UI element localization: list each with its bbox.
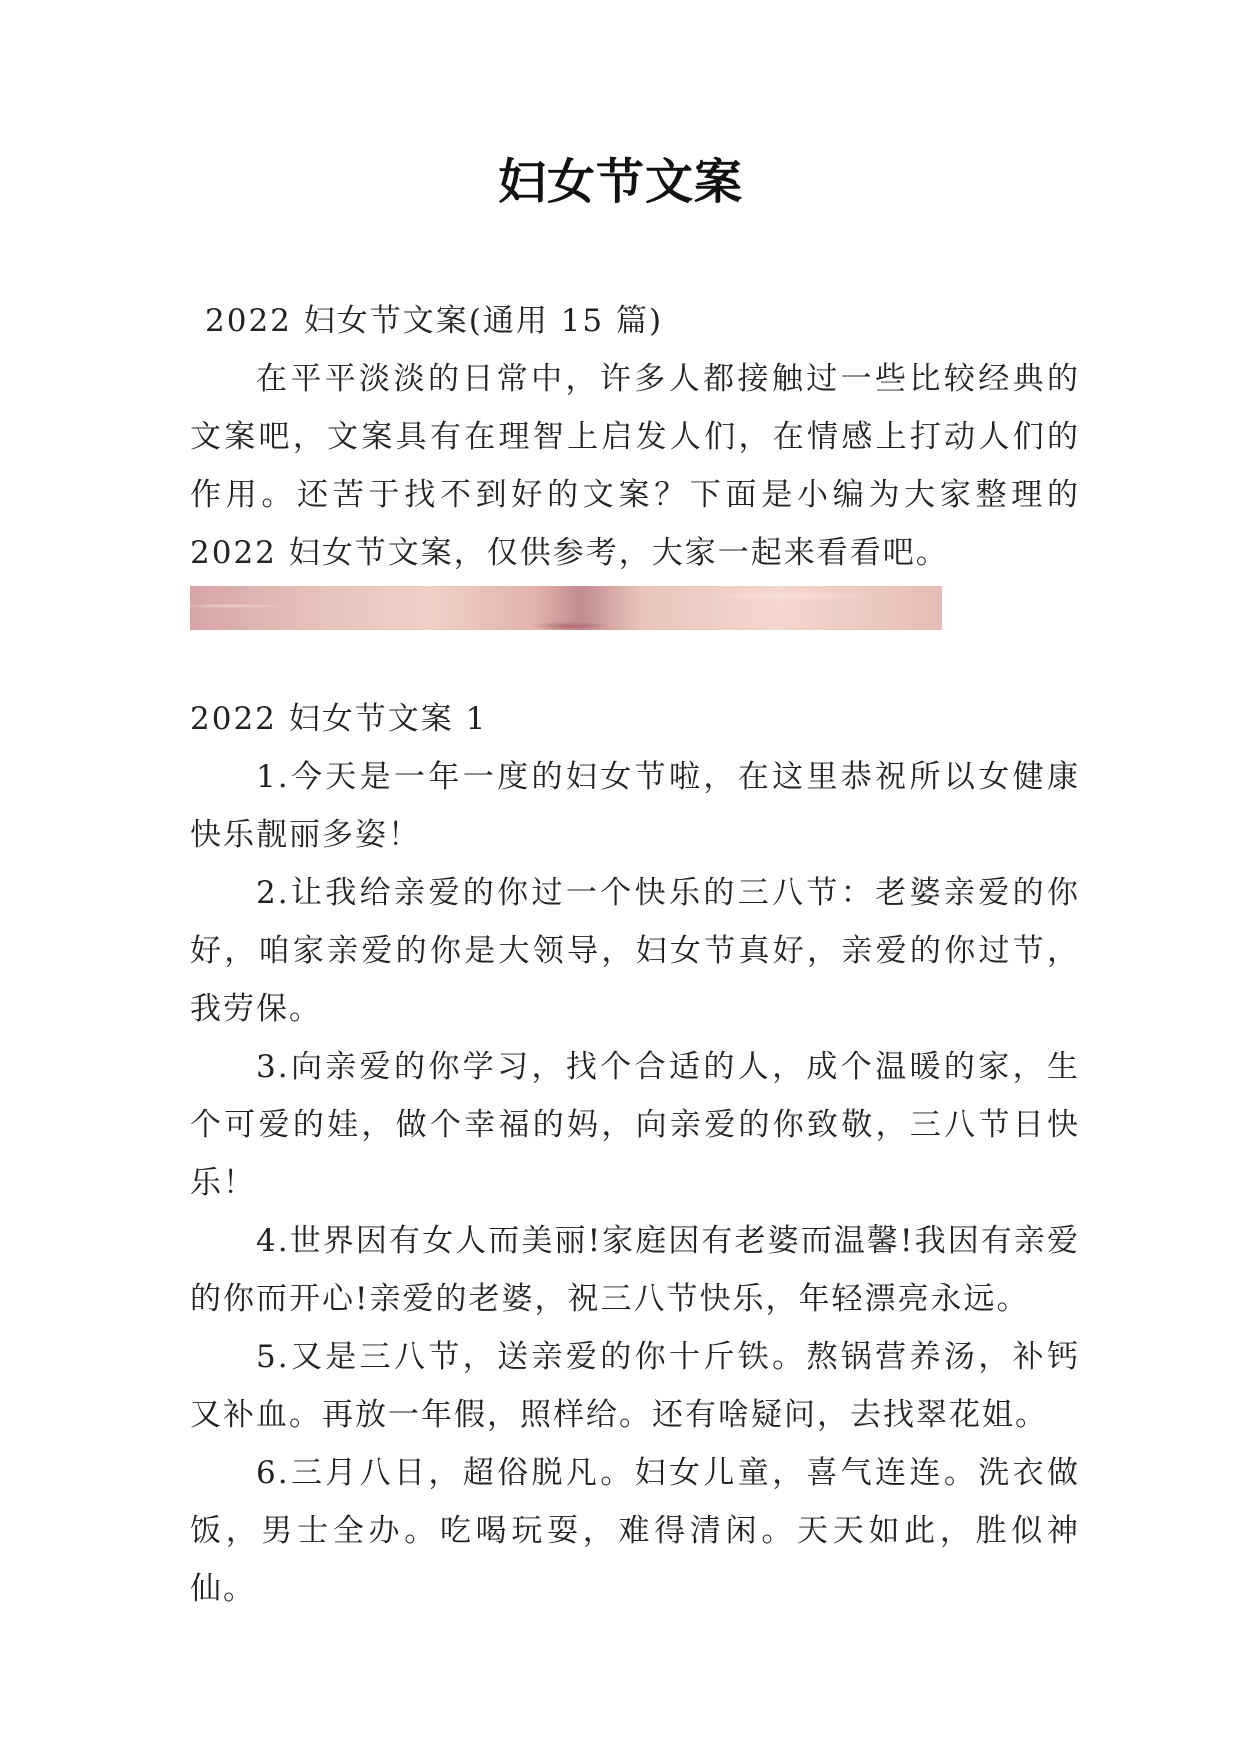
list-item: 4.世界因有女人而美丽!家庭因有老婆而温馨!我因有亲爱的你而开心!亲爱的老婆，祝三八节快乐，年轻漂亮永远。 (190, 1223, 1080, 1317)
section-heading: 2022 妇女节文案 1 (190, 701, 488, 737)
page-title: 妇女节文案 (497, 154, 743, 210)
list-item: 5.又是三八节，送亲爱的你十斤铁。熬锅营养汤，补钙又补血。再放一年假，照样给。还有啥疑问，去找翠花姐。 (190, 1339, 1080, 1433)
intro-paragraph: 在平平淡淡的日常中，许多人都接触过一些比较经典的文案吧，文案具有在理智上启发人们，在情感上打动人们的作用。还苦于找不到好的文案？下面是小编为大家整理的 2022 妇女节文案，仅供参考，大家一起来看看吧。 (190, 361, 1080, 571)
list-item: 1.今天是一年一度的妇女节啦，在这里恭祝所以女健康快乐靓丽多姿！ (190, 759, 1080, 853)
list-item: 3.向亲爱的你学习，找个合适的人，成个温暖的家，生个可爱的娃，做个幸福的妈，向亲爱的你致敬，三八节日快乐！ (190, 1049, 1080, 1201)
document-subtitle: 2022 妇女节文案(通用 15 篇) (205, 303, 664, 339)
decorative-banner-image (190, 586, 942, 630)
list-item: 6.三月八日，超俗脱凡。妇女儿童，喜气连连。洗衣做饭，男士全办。吃喝玩耍，难得清闲。天天如此，胜似神仙。 (190, 1455, 1080, 1607)
document-body (190, 292, 1080, 1618)
list-item: 2.让我给亲爱的你过一个快乐的三八节：老婆亲爱的你好，咱家亲爱的你是大领导，妇女节真好，亲爱的你过节，我劳保。 (190, 875, 1080, 1027)
